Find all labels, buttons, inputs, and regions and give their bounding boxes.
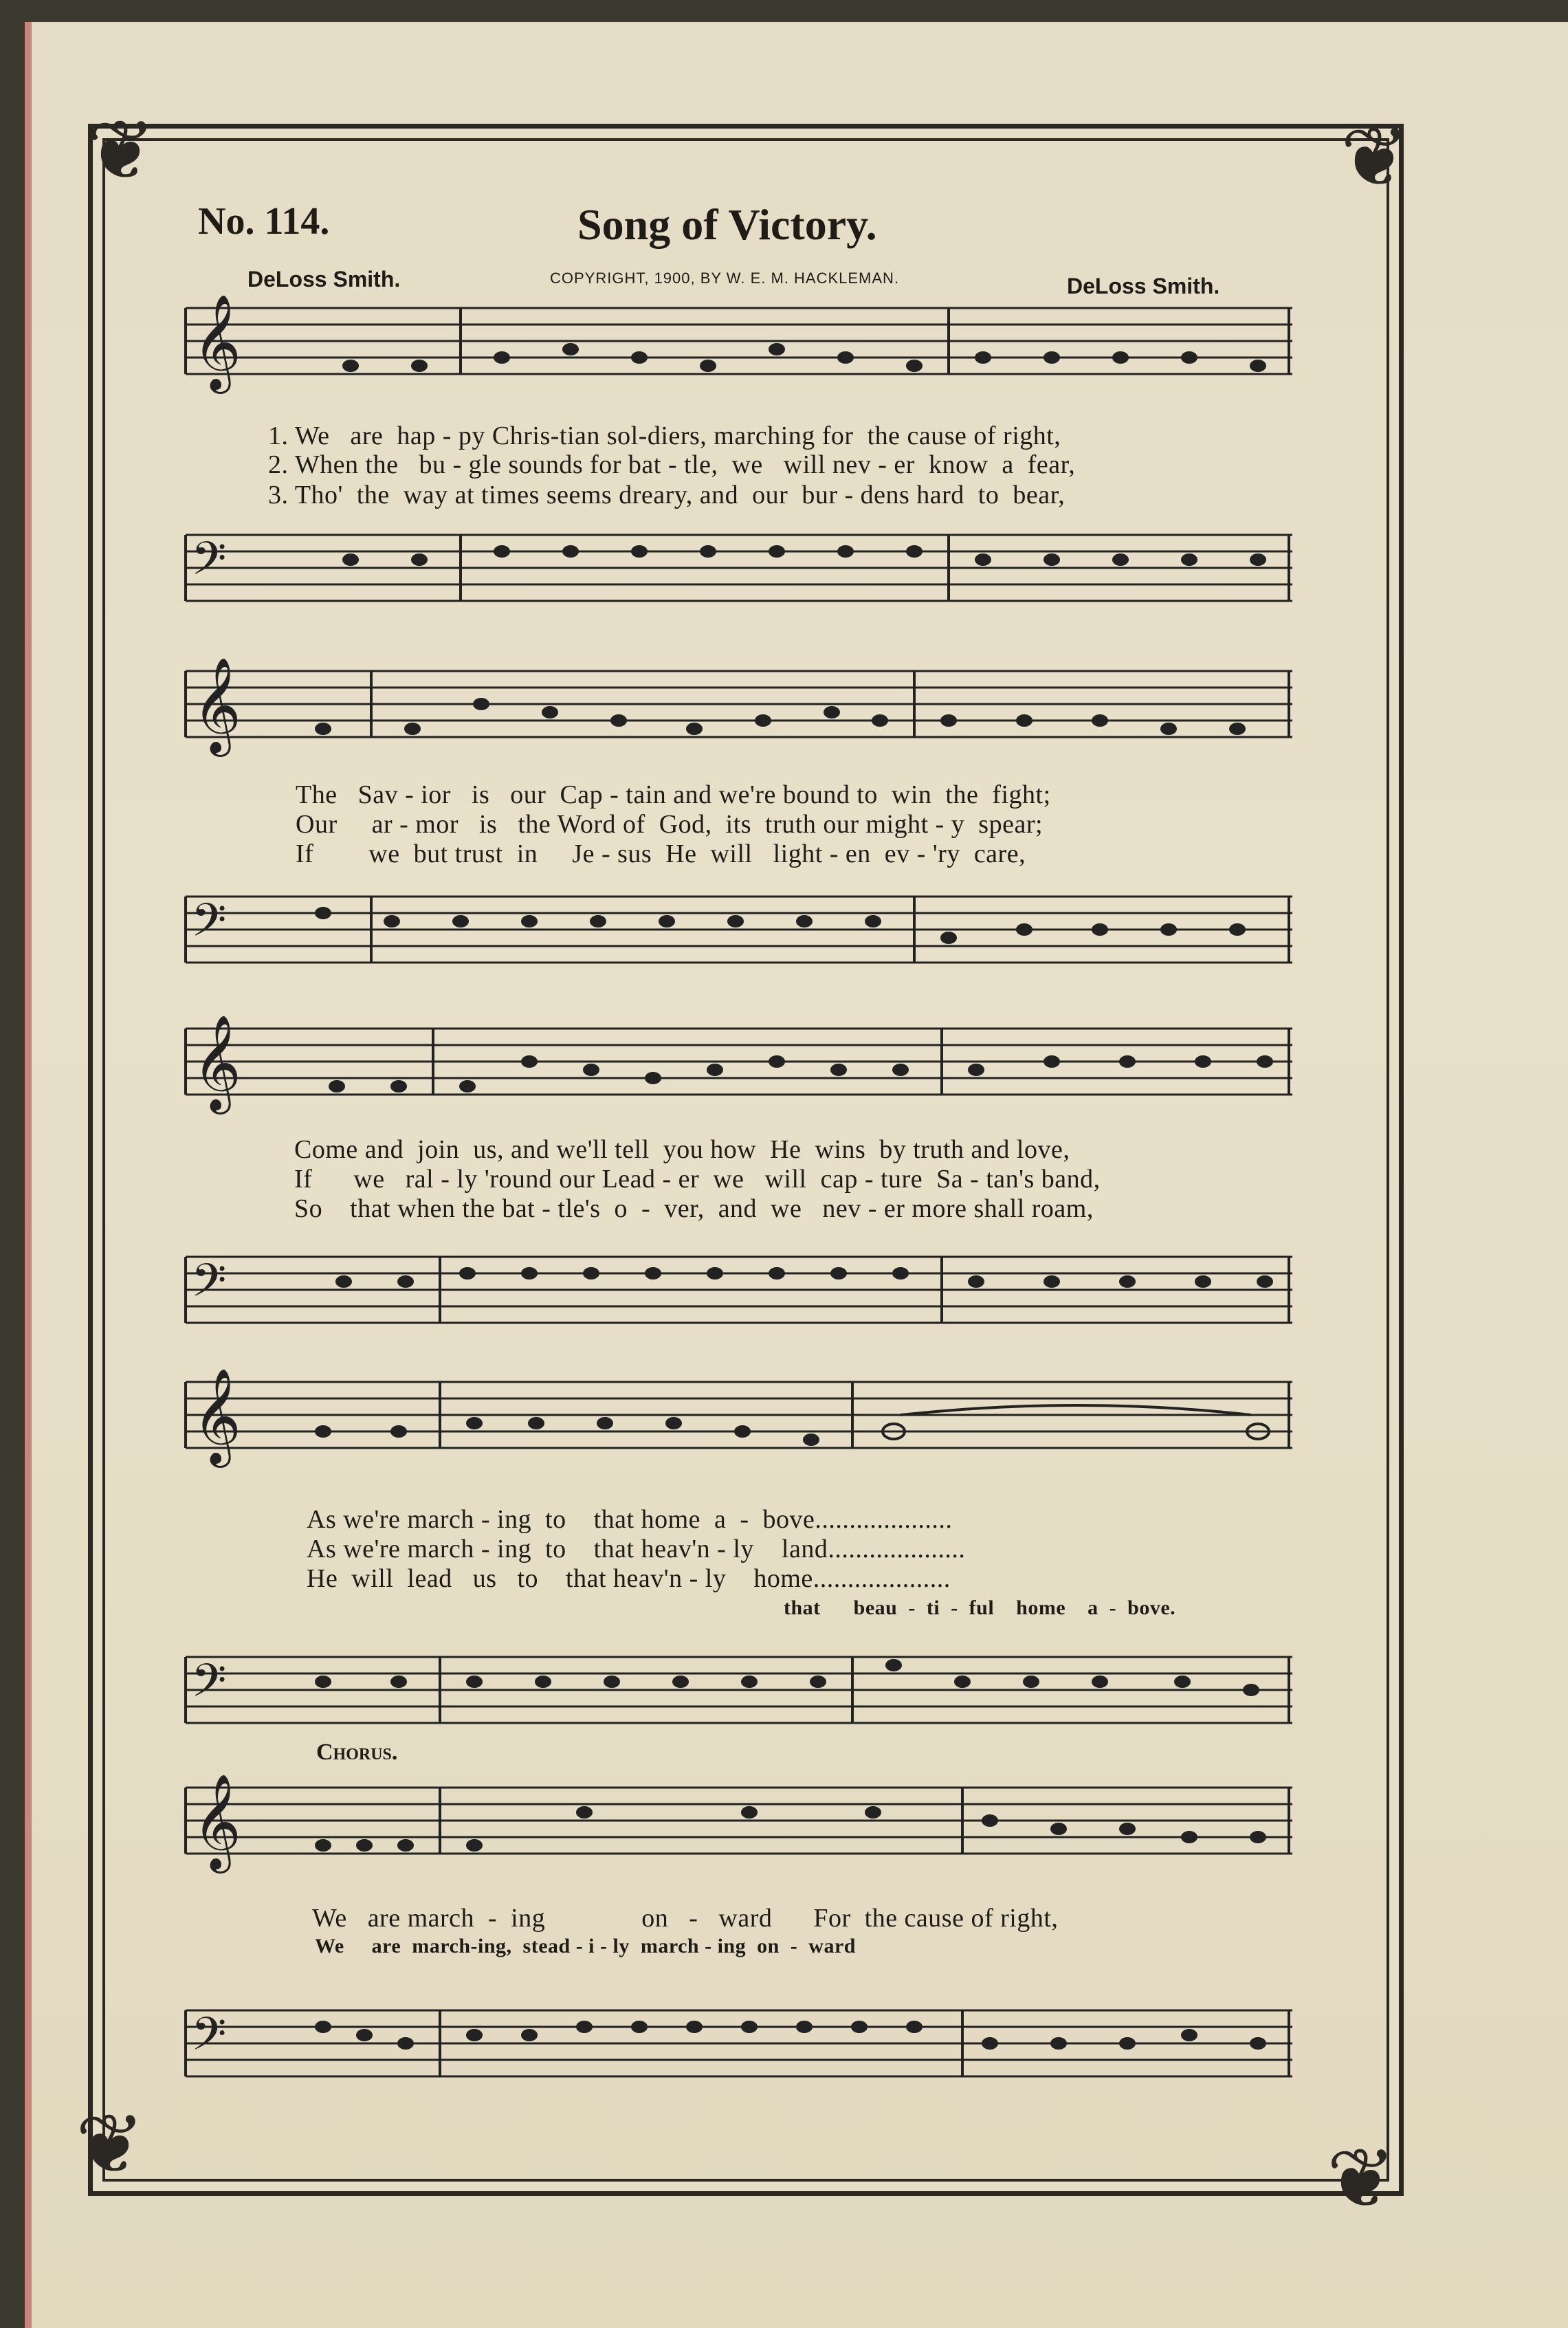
svg-text:𝄢: 𝄢 (191, 2008, 227, 2072)
treble-staff (186, 1015, 1292, 1110)
corner-ornament-icon: ❦ (75, 2097, 145, 2193)
svg-text:𝄞: 𝄞 (192, 1774, 241, 1869)
treble-staff (186, 1368, 1292, 1464)
composer-left: DeLoss Smith. (247, 267, 401, 292)
lyric-line: 2. When the bu - gle sounds for bat - tle, we will nev - er know a fear, (268, 450, 1076, 479)
bass-staff (186, 1254, 1292, 1323)
bass-staff (186, 2010, 1292, 2076)
bass-staff (186, 894, 1292, 963)
svg-text:𝄢: 𝄢 (191, 1254, 227, 1318)
lyric-line: If we ral - ly 'round our Lead - er we will cap - ture Sa - tan's band, (294, 1165, 1101, 1194)
bass-staff (186, 532, 1292, 601)
lyric-line: As we're march - ing to that heav'n - ly land.................... (307, 1535, 966, 1563)
lyric-line: So that when the bat - tle's o - ver, and we nev - er more shall roam, (294, 1194, 1094, 1223)
hymn-number: No. 114. (198, 200, 330, 243)
lyric-line: 3. Tho' the way at times seems dreary, and our bur - dens hard to bear, (268, 481, 1065, 509)
composer-right: DeLoss Smith. (1067, 274, 1220, 298)
hymn-title: Song of Victory. (577, 200, 877, 249)
lyric-line: If we but trust in Je - sus He will light - en ev - 'ry care, (296, 839, 1026, 868)
lyric-line: The Sav - ior is our Cap - tain and we're bound to win the fight; (296, 780, 1051, 809)
chorus-label: Chorus. (316, 1739, 398, 1765)
lyric-line: Come and join us, and we'll tell you how He wins by truth and love, (294, 1135, 1070, 1164)
svg-text:𝄢: 𝄢 (191, 1654, 227, 1718)
alto-lyric-line: We are march-ing, stead - i - ly march - ing on - ward (315, 1935, 856, 1957)
lyric-line: As we're march - ing to that home a - bove.................... (307, 1505, 953, 1534)
alto-lyric-line: that beau - ti - ful home a - bove. (784, 1596, 1176, 1619)
bass-staff (186, 1654, 1292, 1723)
lyric-line: We are march - ing on - ward For the cause of right, (312, 1904, 1059, 1933)
svg-text:𝄢: 𝄢 (191, 894, 227, 958)
lyric-line: He will lead us to that heav'n - ly home.................... (307, 1564, 951, 1593)
svg-text:𝄞: 𝄞 (192, 1368, 241, 1464)
treble-staff (186, 657, 1292, 753)
lyric-line: Our ar - mor is the Word of God, its truth our might - y spear; (296, 810, 1044, 839)
svg-text:𝄞: 𝄞 (192, 1015, 241, 1110)
svg-text:𝄞: 𝄞 (192, 294, 241, 390)
corner-ornament-icon: ❦ (1340, 110, 1410, 206)
copyright-notice: COPYRIGHT, 1900, BY W. E. M. HACKLEMAN. (550, 270, 900, 287)
svg-text:𝄞: 𝄞 (192, 657, 241, 753)
treble-staff (186, 1774, 1292, 1869)
lyric-line: 1. We are hap - py Chris-tian sol-diers, marching for the cause of right, (268, 421, 1061, 450)
svg-text:𝄢: 𝄢 (191, 532, 227, 596)
corner-ornament-icon: ❦ (1326, 2131, 1396, 2227)
treble-staff (186, 294, 1292, 390)
corner-ornament-icon: ❦ (86, 103, 156, 199)
